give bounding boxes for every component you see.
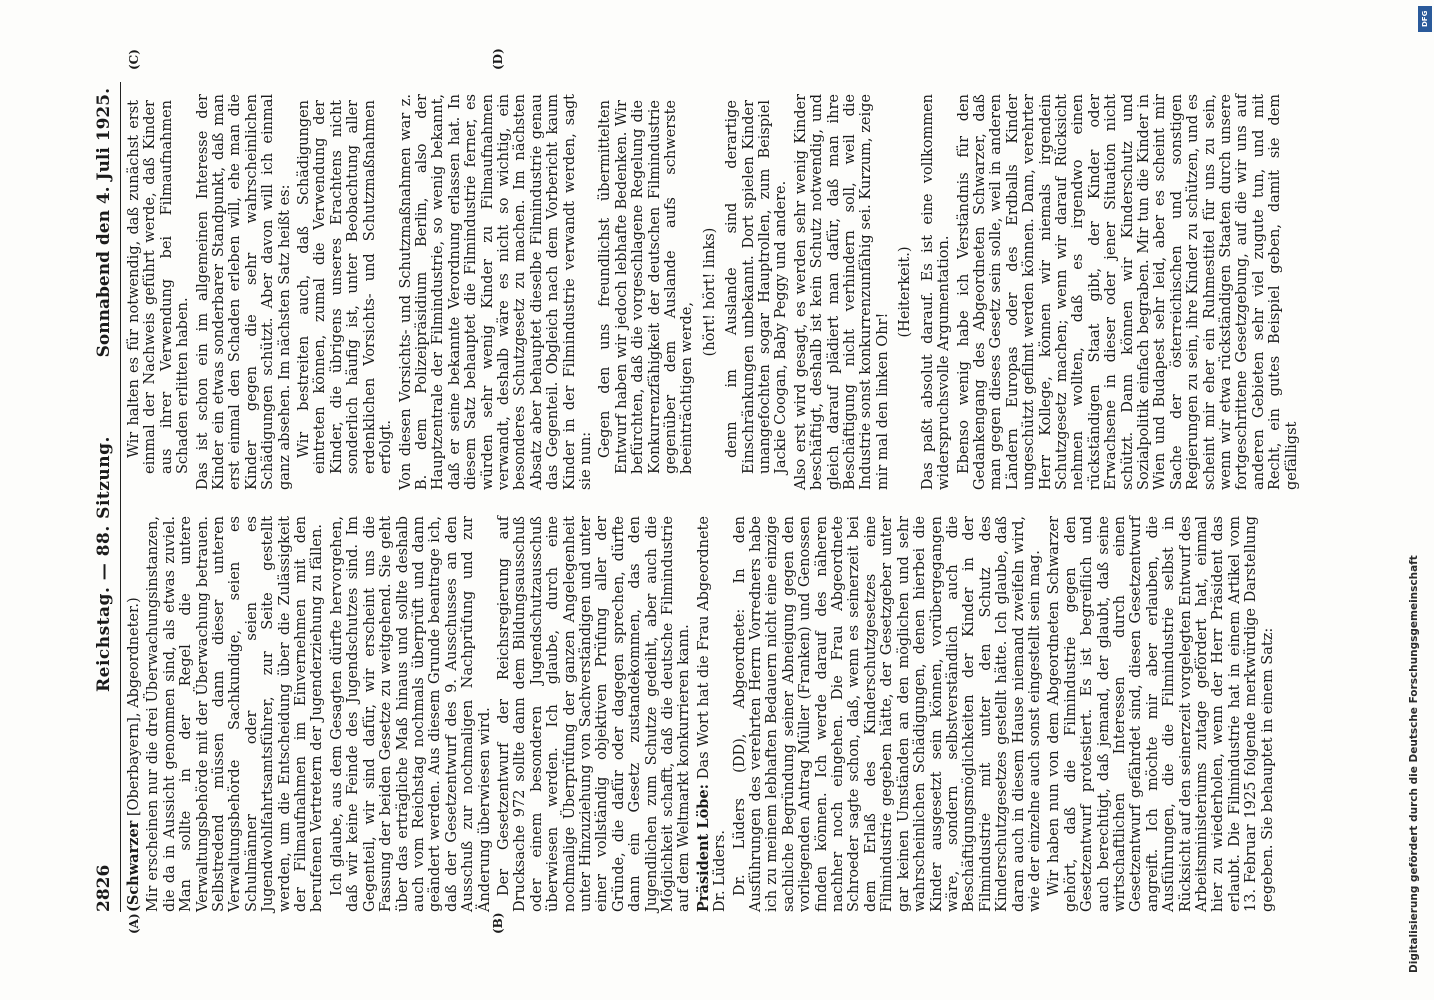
speaker-paragraph [126,516,142,912]
body-paragraph: Das paßt absolut darauf. Es ist eine vollkommen widerspruchsvolle Argumentation. [919,94,953,490]
interjection: (Heiterkeit.) [897,246,914,338]
right-text-column [126,94,1300,490]
digitization-credit-text: Digitalisierung gefördert durch die Deutsche Forschungsgemeinschaft [1408,555,1420,973]
speaker-text: [Oberbayern], Abgeordneter.) [126,597,142,821]
speaker-name: (Schwarzer [125,820,142,912]
body-paragraph: Dr. Lüders (DD), Abgeordnete: In den Ausführungen des verehrten Herrn Vorredners habe ich zu meinem lebhaften Bedauern nicht eine einzige sachliche Begründung seiner Abneigung gegen den vorliegenden Antrag Müller (Franken) und Genossen finden können. Ich werde darauf des näheren nachher noch eingehen. Die Frau Abgeordnete Schroeder sagte schon, daß, wenn es seinerzeit bei dem Erlaß des Kinderschutzgesetzes eine Filmindustrie gegeben hätte, der Gesetzgeber unter gar keinen Umständen an den möglichen und sehr wahrscheinlichen Schädigungen, denen hierbei die Kinder ausgesetzt sein können, vorübergegangen wäre, sondern selbstverständlich auch die Beschäftigungsmöglichkeiten der Kinder in der Filmindustrie mit unter den Schutz des Kinderschutzgesetzes gestellt hätte. Ich glaube, daß daran auch in diesem Hause niemand zweifeln wird, wie der einzelne auch sonst eingestellt sein mag. [731,516,1043,912]
body-paragraph: Der Gesetzentwurf der Reichsregierung auf Drucksache 972 sollte dann dem Bildungsausschuß oder einem besonderen Jugendschutzausschuß überwiesen werden. Ich glaube, durch eine nochmalige Überprüfung der ganzen Angelegenheit unter Hinzuziehung von Sachverständigen und unter einer vollständig objektiven Prüfung aller der Gründe, die dafür oder dagegen sprechen, dürfte dann ein Gesetz zustandekommen, das den Jugendlichen zum Schutze gedeiht, aber auch die Möglichkeit schafft, daß die deutsche Filmindustrie auf dem Weltmarkt konkurrieren kann. [495,516,693,912]
quoted-paragraph: denn im Auslande sind derartige Einschränkungen unbekannt. Dort spielen Kinder unangefochten sogar Hauptrollen, zum Beispiel Jackie Coogan, Baby Peggy und andere. [724,100,790,474]
body-paragraph: Ich glaube, aus dem Gesagten dürfte hervorgehen, daß wir keine Feinde des Jugendschutzes sind. Im Gegenteil, wir sind dafür, wir erscheint uns die Fassung der beiden Gesetze zu weitgehend. Sie geht über das erträgliche Maß hinaus und sollte deshalb auch vom Reichstag nochmals überprüft und dann geändert werden. Aus diesem Grunde beantrage ich, daß der Gesetzentwurf des 9. Ausschusses an den Ausschuß zur nochmaligen Nachprüfung und zur Änderung überwiesen wird. [328,516,493,912]
body-paragraph: Ebenso wenig habe ich Verständnis für den Gedankengang des Abgeordneten Schwarzer, daß man gegen dieses Gesetz sein solle, weil in anderen Ländern Europas oder des Erdballs Kinder ungeschützt gefilmt werden können. Dann, verehrter Herr Kollege, können wir niemals irgendein Schutzgesetz machen; wenn wir darauf Rücksicht nehmen wollten, daß es irgendwo einen rückständigen Staat gibt, der Kinder oder Erwachsene in dieser oder jener Situation nicht schützt. Dann können wir Kinderschutz und Sozialpolitik einfach begraben. Mir tun die Kinder in Wien und Budapest sehr leid, aber es scheint mir Sache der österreichischen und sonstigen Regierungen zu sein, ihre Kinder zu schützen, und es scheint mir eher ein Ruhmestitel für uns zu sein, wenn wir etwa rückständigen Staaten durch unsere fortgeschrittene Gesetzgebung, auf die wir uns auf anderen Gebieten sehr viel zugute tun, und mit Recht, ein gutes Beispiel geben, damit sie dem gefälligst [955,94,1300,490]
page-header [92,82,121,912]
dfg-logo: DFG [1418,6,1432,32]
interjection: (hört! hört! links) [701,227,718,357]
left-text-column [125,516,1276,912]
digitization-credit [1408,8,1434,993]
speaker-name: Präsident Löbe: [694,783,712,912]
page-number: 2826 [94,864,114,912]
quoted-paragraph: Wir bestreiten auch, daß Schädigungen eintreten können, zumal die Verwendung der Kinder, die übrigens unseres Erachtens nicht sonderlich häufig ist, unter Beobachtung aller erdenklichen Vorsichts- und Schutzmaßnahmen erfolgt. [296,100,395,474]
margin-marker-a: (A) [127,913,141,934]
margin-marker-c: (C) [127,49,141,70]
session-title: Reichstag. — 88. Sitzung. [94,436,114,692]
speaker-paragraph [696,516,729,912]
body-paragraph: Das ist schon ein im allgemeinen Interesse der Kinder ein etwas sonderbarer Standpunkt, daß man erst einmal den Schaden erleben will, ehe man die Kinder gegen die sehr wahrscheinlichen Schädigungen schützt. Aber davon will ich einmal ganz absehen. Im nächsten Satz heißt es: [194,94,293,490]
body-paragraph: Mir erscheinen nur die drei Überwachungsinstanzen, die da in Aussicht genommen sind, als etwas zuviel. Man sollte in der Regel die untere Verwaltungsbehörde mit der Überwachung betrauen. Selbstredend müssen dann dieser unteren Verwaltungsbehörde Sachkundige, seien es Schulmänner oder seien es Jugendwohlfahrtsamtsführer, zur Seite gestellt werden, um die Entscheidung über die Zulässigkeit der Filmaufnahmen im Einvernehmen mit den berufenen Vertretern der Jugenderziehung zu fällen. [145,516,326,912]
margin-marker-b: (B) [491,912,505,934]
rotated-document-page [92,48,1322,934]
quoted-paragraph: Gegen den uns freundlichst übermittelten Entwurf haben wir jedoch lebhafte Bedenken. Wir befürchten, daß die vorgeschlagene Regelung die Konkurrenzfähigkeit der deutschen Filmindustrie gegenüber dem Auslande aufs schwerste beeinträchtigen werde, [597,100,696,474]
margin-marker-d: (D) [491,48,505,70]
speaker-text: Das Wort hat die Frau Abgeordnete Dr. Lüders. [695,516,729,912]
body-paragraph: Von diesen Vorsichts- und Schutzmaßnahmen war z. B. dem Polizeipräsidium Berlin, also der Hauptzentrale der Filmindustrie, so wenig bekannt, daß er seine bekannte Verordnung erlassen hat. In diesem Satz behauptet die Filmindustrie ferner, es würden sehr wenig Kinder zu Filmaufnahmen verwandt, deshalb wäre es nicht so wichtig, ein besonderes Schutzgesetz zu machen. Im nächsten Absatz aber behauptet dieselbe Filmindustrie genau das Gegenteil. Obgleich nach dem Vorbericht kaum Kinder in der Filmindustrie verwandt werden, sagt sie nun: [397,94,594,490]
session-date: Sonnabend den 4. Juli 1925. [94,88,114,358]
quoted-paragraph: Wir halten es für notwendig, daß zunächst erst einmal der Nachweis geführt werde, daß Kinder aus ihrer Verwendung bei Filmaufnahmen Schaden erlitten haben. [126,100,192,474]
body-paragraph: Wir haben nun von dem Abgeordneten Schwarzer gehört, daß die Filmindustrie gegen den Gesetzentwurf protestiert. Es ist begreiflich und auch berechtigt, daß jemand, der glaubt, daß seine wirtschaftlichen Interessen durch einen Gesetzentwurf gefährdet sind, diesen Gesetzentwurf angreift. Ich möchte mir aber erlauben, die Ausführungen, die die Filmindustrie selbst in Rücksicht auf den seinerzeit vorgelegten Entwurf des Arbeitsministeriums zutage gefördert hat, einmal hier zu wiederholen, wenn der Herr Präsident das erlaubt. Die Filmindustrie hat in einem Artikel vom 13. Februar 1925 folgende merkwürdige Darstellung gegeben. Sie behauptet in einem Satz: [1046,516,1276,912]
body-paragraph: Also erst wird gesagt, es werden sehr wenig Kinder beschäftigt, deshalb ist kein Schutz notwendig, und gleich darauf plädiert man dafür, daß man ihre Beschäftigung nicht verhindern soll, weil die Industrie sonst konkurrenzunfähig sei. Kurzum, zeige mir mal den linken Ohr! [792,94,891,490]
